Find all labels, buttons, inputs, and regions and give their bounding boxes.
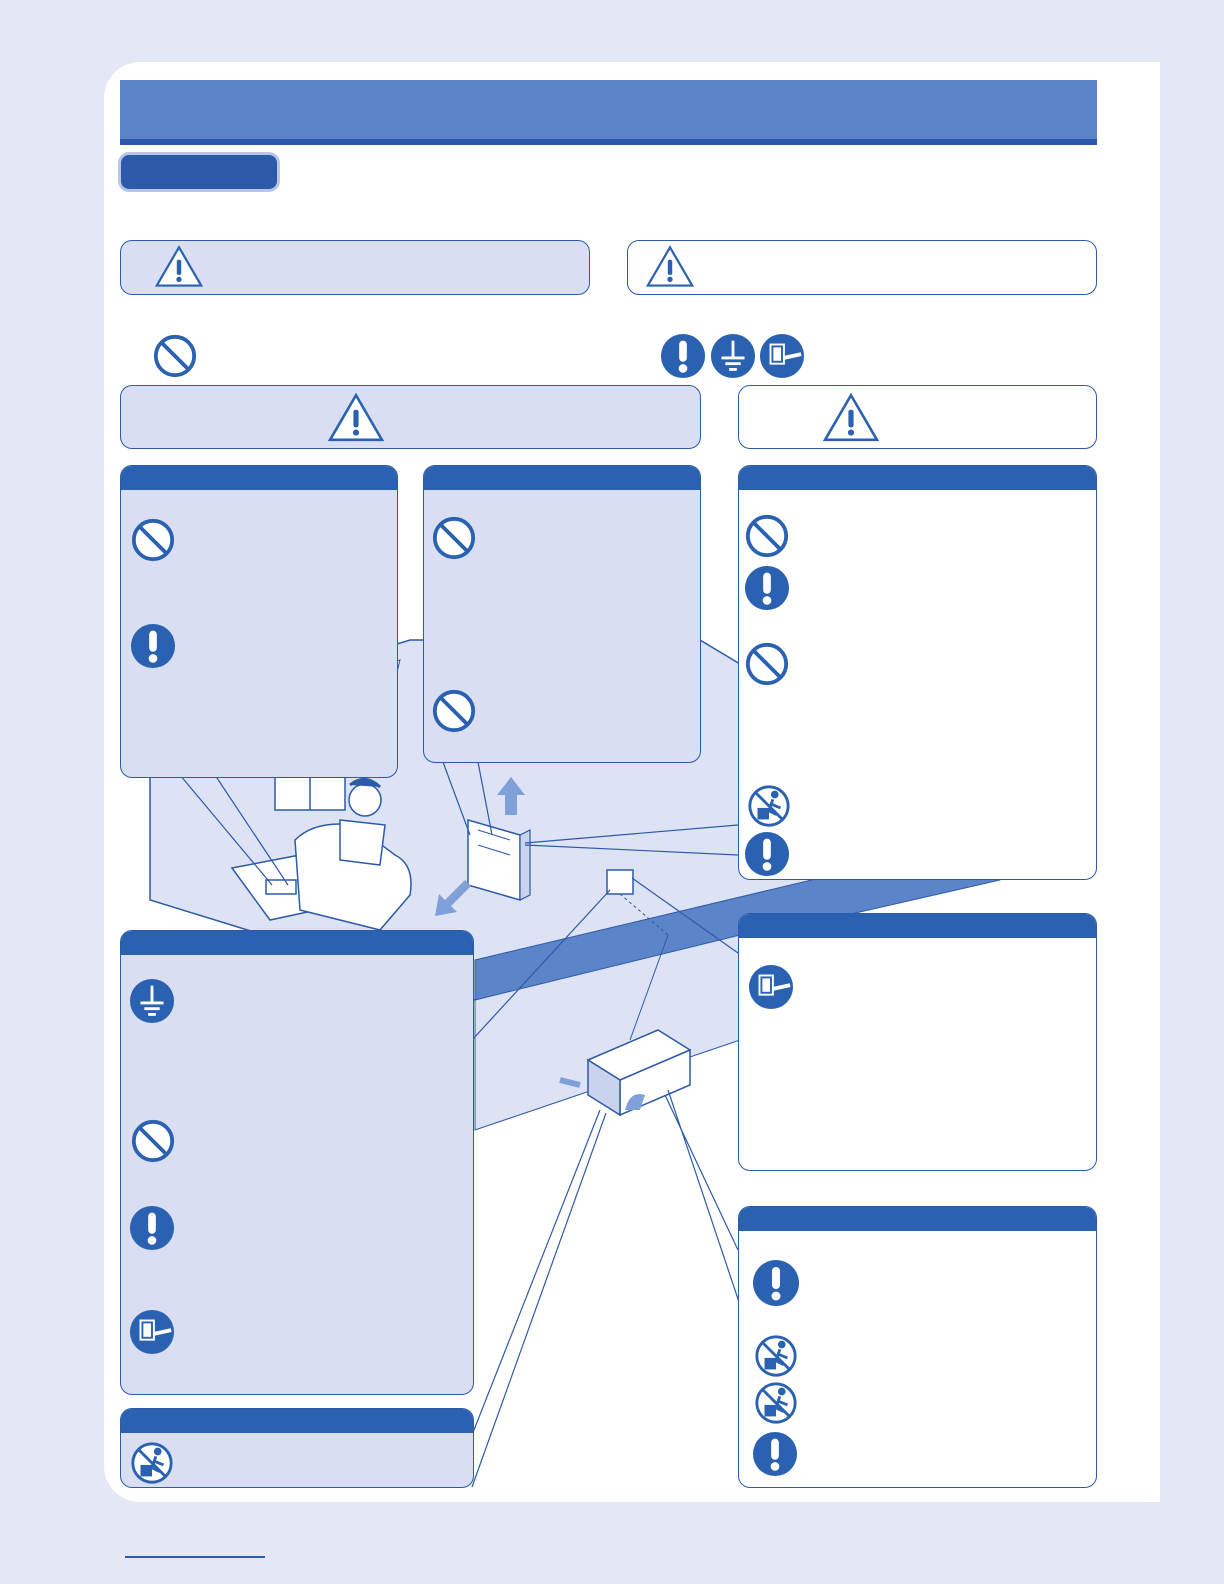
exclamation-icon <box>129 1205 175 1251</box>
panel-power-caution <box>738 913 1097 1171</box>
prohibit-icon <box>431 515 477 561</box>
prohibit-icon <box>130 1118 176 1164</box>
indoor-unit <box>468 820 520 900</box>
exclamation-icon <box>752 1431 798 1477</box>
unplug-icon <box>129 1309 175 1355</box>
caution-header-box <box>738 385 1097 449</box>
prohibit-icon <box>744 641 790 687</box>
exclamation-icon <box>744 565 790 611</box>
no-touch-icon <box>746 783 792 829</box>
warning-triangle-icon <box>155 244 203 288</box>
breaker-switch <box>607 870 633 894</box>
warning-triangle-icon <box>328 392 384 442</box>
no-touch-icon <box>753 1380 799 1426</box>
section-pill <box>121 155 277 189</box>
ground-icon <box>129 978 175 1024</box>
no-touch-icon <box>753 1333 799 1379</box>
exclamation-icon <box>752 1259 800 1307</box>
remote-control <box>266 880 296 894</box>
person-head <box>349 784 381 816</box>
caution-box <box>627 240 1097 295</box>
header-banner <box>120 80 1097 145</box>
no-touch-icon <box>129 1440 175 1486</box>
person-body <box>340 820 385 865</box>
prohibit-icon <box>431 688 477 734</box>
warning-triangle-icon <box>823 392 879 442</box>
exclamation-icon <box>130 623 176 669</box>
prohibit-icon <box>152 333 198 379</box>
warning-header-box <box>120 385 701 449</box>
prohibit-icon <box>130 517 176 563</box>
unplug-icon <box>759 333 805 379</box>
warning-triangle-icon <box>646 244 694 288</box>
exclamation-icon <box>744 831 790 877</box>
unplug-icon <box>748 964 794 1010</box>
prohibit-icon <box>744 513 790 559</box>
ground-icon <box>710 333 756 379</box>
panel-remote-control <box>120 465 398 778</box>
exclamation-icon <box>660 333 706 379</box>
